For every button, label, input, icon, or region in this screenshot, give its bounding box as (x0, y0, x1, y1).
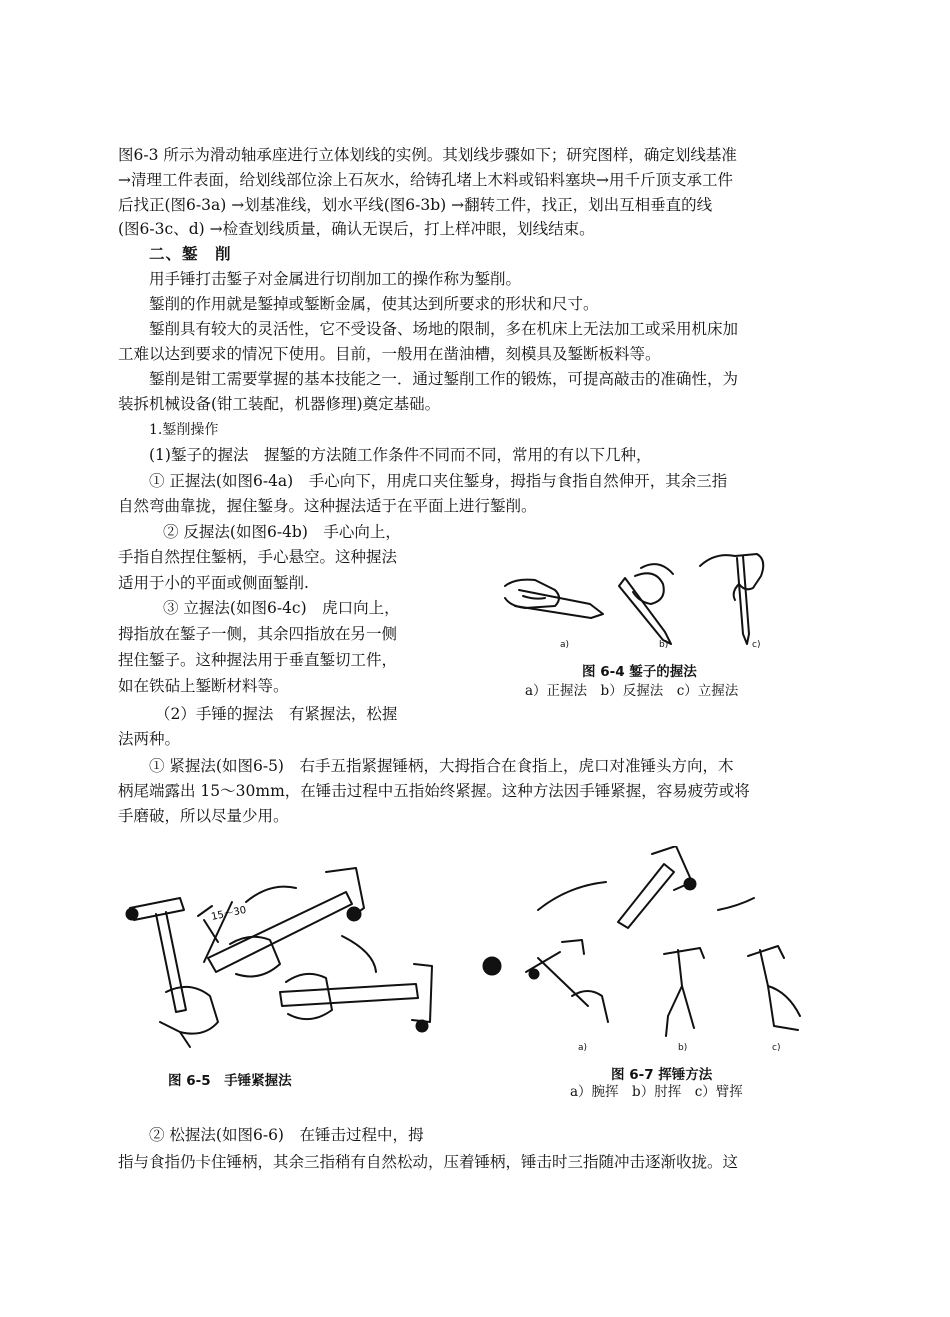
figure-subcaption: a）正握法 b）反握法 c）立握法 (525, 683, 739, 699)
paragraph-line: 法两种。 (118, 730, 181, 748)
paragraph-line: 工难以达到要求的情况下使用。目前，一般用在凿油槽，刻模具及錾断板料等。 (118, 345, 661, 363)
paragraph-line: (1)錾子的握法 握錾的方法随工作条件不同而不同，常用的有以下几种， (149, 446, 652, 464)
paragraph-line: ② 反握法(如图6-4b) 手心向上， (163, 523, 401, 541)
chisel-grip-c-illustration (700, 554, 763, 644)
swing-b-illustration (664, 948, 704, 1036)
hammer-middle-illustration (208, 868, 364, 976)
swing-c-illustration (748, 946, 800, 1030)
figure-label: b) (659, 640, 669, 650)
figure-caption: 图 6-5 手锤紧握法 (168, 1073, 292, 1089)
figure-label: c) (772, 1043, 781, 1053)
paragraph-line: ② 松握法(如图6-6) 在锤击过程中，拇 (149, 1126, 424, 1144)
figure-label: a) (560, 640, 570, 650)
paragraph-line: 捏住錾子。这种握法用于垂直錾切工件， (118, 651, 398, 669)
figure-6-5-illustration (120, 862, 450, 1052)
figure-6-7-illustration (478, 846, 818, 1056)
paragraph-line: 拇指放在錾子一侧，其余四指放在另一侧 (118, 625, 398, 643)
section-heading: 二、錾 削 (149, 244, 232, 263)
paragraph-line: →清理工件表面，给划线部位涂上石灰水，给铸孔堵上木料或铅料塞块→用千斤顶支承工件 (118, 171, 733, 189)
paragraph-line: 图6-3 所示为滑动轴承座进行立体划线的实例。其划线步骤如下；研究图样，确定划线基准 (118, 146, 737, 164)
figure-label: c) (752, 640, 761, 650)
paragraph-line: (图6-3c、d) →检查划线质量，确认无误后，打上样冲眼，划线结束。 (118, 220, 595, 238)
figure-label: b) (678, 1043, 688, 1053)
paragraph-line: 装拆机械设备(钳工装配，机器修理)奠定基础。 (118, 395, 441, 413)
hammer-top-illustration (618, 846, 696, 928)
figure-caption: 图 6-4 錾子的握法 (582, 664, 697, 680)
paragraph-line: 自然弯曲靠拢，握住錾身。这种握法适于在平面上进行錾削。 (118, 497, 537, 515)
swing-a-illustration (526, 940, 608, 1022)
paragraph-line: 如在铁砧上錾断材料等。 (118, 677, 289, 695)
paragraph-line: （2）手锤的握法 有紧握法，松握 (155, 705, 398, 723)
dimension-label: 15～30 (210, 904, 248, 923)
paragraph-line: ① 紧握法(如图6-5) 右手五指紧握锤柄，大拇指合在食指上，虎口对准锤头方向，木 (149, 757, 734, 775)
paragraph-line: 錾削是钳工需要掌握的基本技能之一．通过錾削工作的锻炼，可提高敲击的准确性，为 (149, 370, 739, 388)
figure-caption: 图 6-7 挥锤方法 (611, 1067, 713, 1083)
paragraph-line: ③ 立握法(如图6-4c) 虎口向上， (163, 599, 400, 617)
paragraph-line: 适用于小的平面或侧面錾削. (118, 574, 309, 592)
paragraph-line: 指与食指仍卡住锤柄，其余三指稍有自然松动，压着锤柄，锤击时三指随冲击逐渐收拢。这 (118, 1153, 739, 1171)
paragraph-line: 用手锤打击錾子对金属进行切削加工的操作称为錾削。 (149, 270, 522, 288)
chisel-grip-b-illustration (619, 564, 673, 644)
chisel-grip-a-illustration (505, 580, 603, 618)
paragraph-line: 后找正(图6-3a) →划基准线，划水平线(图6-3b) →翻转工件，找正，划出互相垂直的线 (118, 196, 713, 214)
paragraph-line: 柄尾端露出 15～30mm，在锤击过程中五指始终紧握。这种方法因手锤紧握，容易疲劳或将 (118, 782, 750, 800)
figure-6-4-illustration (495, 548, 785, 660)
paragraph-line: ① 正握法(如图6-4a) 手心向下，用虎口夹住錾身，拇指与食指自然伸开，其余三指 (149, 472, 728, 490)
figure-subcaption: a）腕挥 b）肘挥 c）臂挥 (570, 1084, 743, 1100)
paragraph-line: 錾削具有较大的灵活性，它不受设备、场地的限制，多在机床上无法加工或采用机床加 (149, 320, 739, 338)
paragraph-line: 錾削的作用就是錾掉或錾断金属，使其达到所要求的形状和尺寸。 (149, 295, 599, 313)
paragraph-line: 手指自然捏住錾柄，手心悬空。这种握法 (118, 548, 398, 566)
paragraph-line: 手磨破，所以尽量少用。 (118, 807, 289, 825)
hammer-right-illustration (280, 964, 432, 1032)
subsection-heading: 1.錾削操作 (149, 422, 219, 438)
figure-label: a) (578, 1043, 588, 1053)
